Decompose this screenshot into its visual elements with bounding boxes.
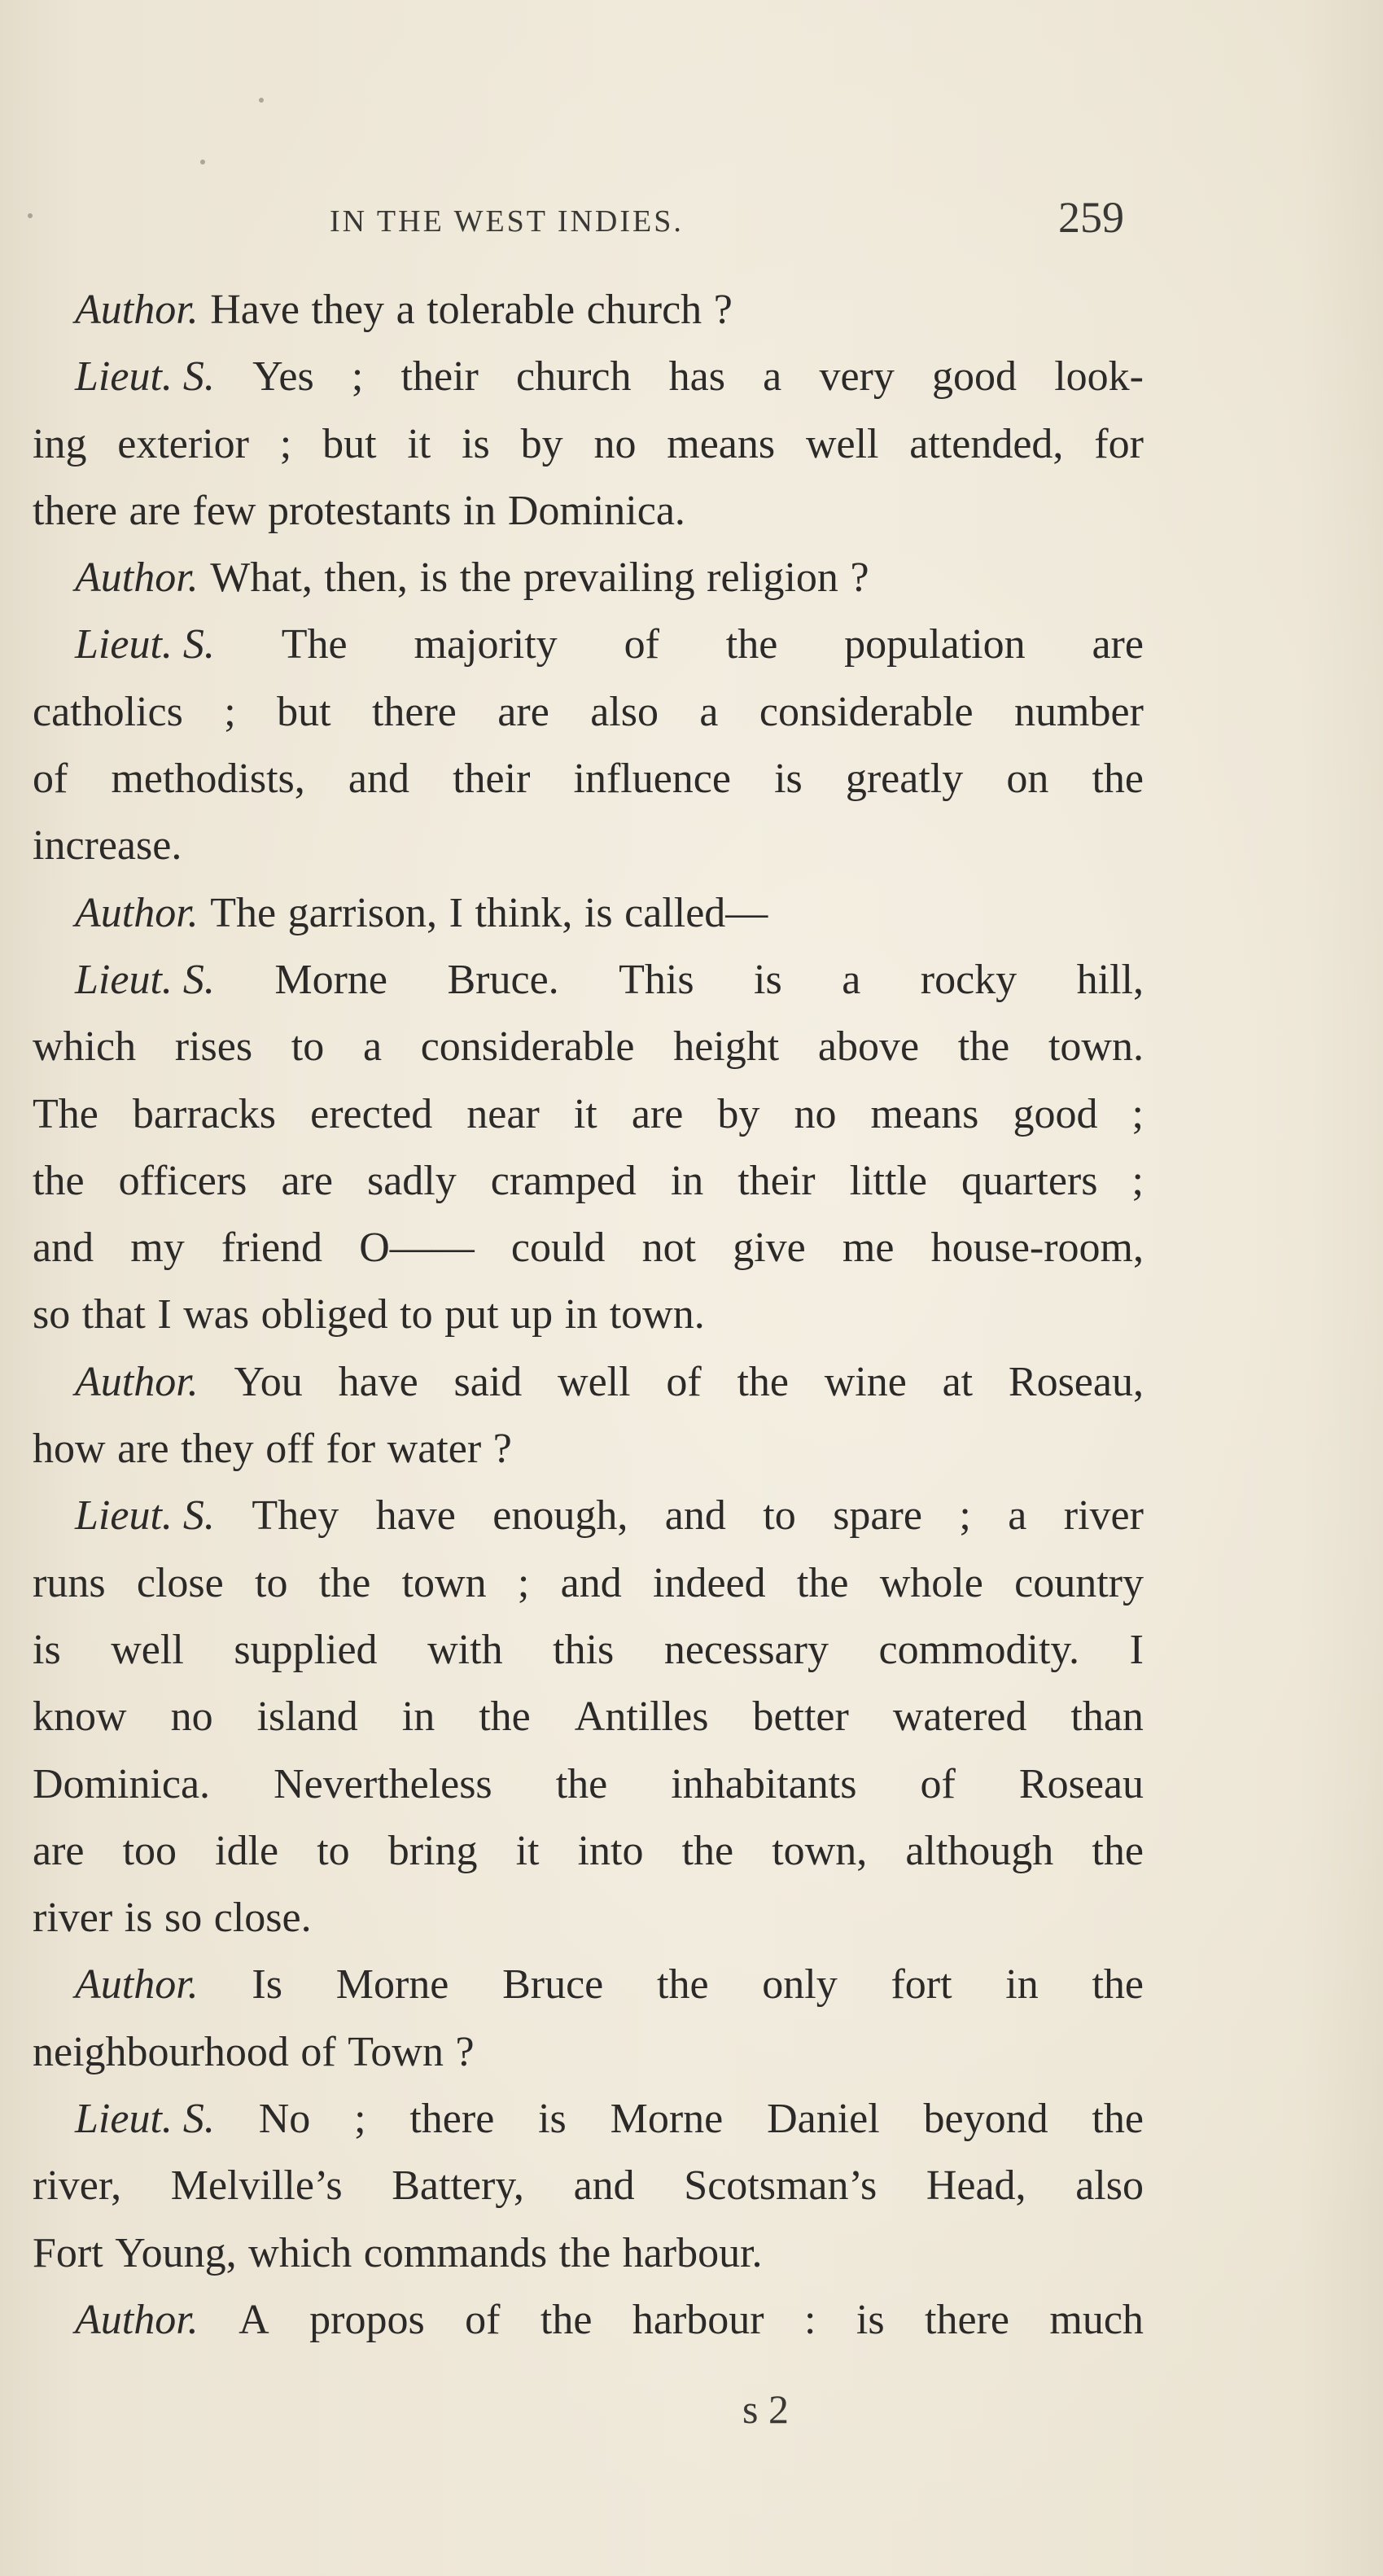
- text-line: which rises to a considerable height above the town.: [33, 1023, 1144, 1071]
- speaker-name: Author.: [75, 1358, 199, 1405]
- speaker-name: Lieut. S.: [75, 2096, 215, 2143]
- running-head-title: IN THE WEST INDIES.: [330, 204, 684, 239]
- text-line: so that I was obliged to put up in town.: [33, 1291, 705, 1338]
- page-number: 259: [1058, 193, 1124, 242]
- text-line: Author. The garrison, I think, is called—: [33, 880, 1144, 947]
- text-line: the officers are sadly cramped in their little quarters ;: [33, 1157, 1144, 1204]
- text-line: neighbourhood of Town ?: [33, 2028, 475, 2075]
- body-text: [33, 277, 1144, 2354]
- paper-speck: [28, 213, 33, 218]
- text-line: river, Melville’s Battery, and Scotsman’s Head, also: [33, 2162, 1144, 2210]
- printer-signature-mark: s 2: [742, 2386, 789, 2432]
- speaker-name: Lieut. S.: [75, 1492, 215, 1540]
- text-line: there are few protestants in Dominica.: [33, 487, 685, 534]
- speaker-name: Author.: [75, 889, 199, 936]
- text-line: is well supplied with this necessary commodity. I: [33, 1626, 1144, 1673]
- text-line: Author. Have they a tolerable church ?: [33, 277, 1144, 344]
- text-line: Lieut. S. The majority of the population are: [33, 611, 1144, 678]
- speaker-name: Author.: [75, 554, 199, 602]
- text-line: how are they off for water ?: [33, 1426, 512, 1473]
- text-line: increase.: [33, 822, 182, 870]
- text-line: river is so close.: [33, 1895, 312, 1942]
- speaker-name: Author.: [75, 2296, 199, 2343]
- text-line: Fort Young, which commands the harbour.: [33, 2229, 763, 2276]
- text-line: runs close to the town ; and indeed the whole country: [33, 1559, 1144, 1606]
- text-line: Lieut. S. No ; there is Morne Daniel beyond the: [33, 2086, 1144, 2153]
- paper-speck: [259, 98, 264, 103]
- text-line: Author. You have said well of the wine at Roseau,: [33, 1349, 1144, 1416]
- speaker-name: Lieut. S.: [75, 621, 215, 668]
- text-line: Lieut. S. Morne Bruce. This is a rocky hill,: [33, 947, 1144, 1014]
- speaker-name: Lieut. S.: [75, 353, 215, 401]
- text-line: Author. A propos of the harbour : is there much: [33, 2287, 1144, 2354]
- text-line: Author. What, then, is the prevailing religion ?: [33, 545, 1144, 611]
- speaker-name: Author.: [75, 287, 199, 333]
- text-line: of methodists, and their influence is greatly on the: [33, 756, 1144, 803]
- text-line: The barracks erected near it are by no means good ;: [33, 1090, 1144, 1137]
- text-line: know no island in the Antilles better watered than: [33, 1693, 1144, 1741]
- speaker-name: Lieut. S.: [75, 956, 215, 1003]
- text-line: Dominica. Nevertheless the inhabitants of Roseau: [33, 1760, 1144, 1807]
- text-line: are too idle to bring it into the town, although the: [33, 1827, 1144, 1874]
- text-line: Author. Is Morne Bruce the only fort in the: [33, 1952, 1144, 2018]
- text-line: Lieut. S. Yes ; their church has a very good look-: [33, 344, 1144, 410]
- paper-speck: [200, 160, 205, 164]
- text-line: and my friend O—— could not give me house-room,: [33, 1224, 1144, 1272]
- text-line: catholics ; but there are also a considerable number: [33, 688, 1144, 735]
- text-line: Lieut. S. They have enough, and to spare ; a river: [33, 1483, 1144, 1549]
- running-head: [0, 189, 1383, 246]
- speaker-name: Author.: [75, 1961, 199, 2009]
- text-line: ing exterior ; but it is by no means well attended, for: [33, 420, 1144, 467]
